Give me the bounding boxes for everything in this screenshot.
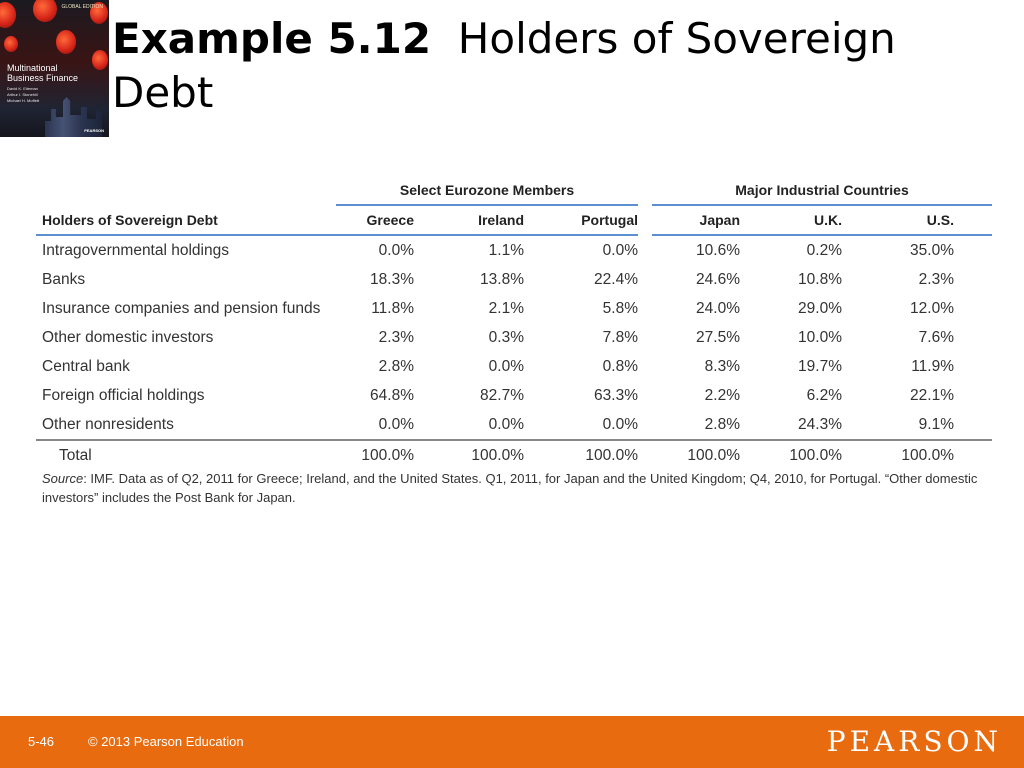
page-number: 5-46 <box>28 734 55 749</box>
cover-publisher: PEARSON <box>84 128 104 133</box>
cell-value: 0.0% <box>602 241 638 259</box>
cell-value: 5.8% <box>602 299 638 317</box>
cell-value: 13.8% <box>480 270 524 288</box>
cell-value: 2.3% <box>918 270 954 288</box>
table-group-header-row <box>36 168 992 205</box>
sovereign-debt-table <box>36 168 992 470</box>
cell-value: 0.2% <box>806 241 842 259</box>
cell-value: 0.0% <box>488 357 524 375</box>
cell-value: 27.5% <box>696 328 740 346</box>
cover-authors: David K. Eiteman Arthur I. Stonehill Michael H. Moffett <box>7 86 40 103</box>
lantern-graphic <box>33 0 57 22</box>
lantern-graphic <box>4 36 18 52</box>
lantern-graphic <box>56 30 76 54</box>
cell-value: 6.2% <box>806 386 842 404</box>
table-total-row <box>36 440 992 470</box>
cell-value: 24.6% <box>696 270 740 288</box>
cell-value: 7.6% <box>918 328 954 346</box>
row-label: Other domestic investors <box>42 328 214 346</box>
row-label: Central bank <box>42 357 130 375</box>
cell-value: 29.0% <box>798 299 842 317</box>
column-header-uk: U.K. <box>740 205 842 235</box>
cell-value: 0.0% <box>524 410 638 440</box>
cell-value: 10.6% <box>696 241 740 259</box>
cover-edition-label: GLOBAL EDITION <box>61 4 103 10</box>
column-header-ireland: Ireland <box>414 205 524 235</box>
cell-value: 2.2% <box>704 386 740 404</box>
cell-value: 10.8% <box>798 270 842 288</box>
cell-value: 63.3% <box>594 386 638 404</box>
cell-value: 18.3% <box>370 270 414 288</box>
table-row <box>36 235 992 265</box>
table-row <box>36 294 992 323</box>
cell-value: 2.8% <box>652 410 740 440</box>
cell-value: 0.0% <box>378 241 414 259</box>
source-text: : IMF. Data as of Q2, 2011 for Greece; Ireland, and the United States. Q1, 2011, for Japan and the United Kingdom; Q4, 2010, for Portugal. “Other domestic investors” includes the Post Bank for Japan. <box>42 471 978 505</box>
pearson-logo: PEARSON <box>826 725 1002 758</box>
cell-value: 24.0% <box>696 299 740 317</box>
cell-value: 35.0% <box>910 241 954 259</box>
footer-bar <box>0 716 1024 768</box>
table-row <box>36 352 992 381</box>
cell-value: 2.3% <box>378 328 414 346</box>
book-cover-image <box>0 0 109 137</box>
table-row <box>36 265 992 294</box>
total-value: 100.0% <box>901 446 954 464</box>
cell-value: 11.8% <box>371 299 414 317</box>
row-label: Intragovernmental holdings <box>42 241 229 259</box>
cell-value: 22.1% <box>910 386 954 404</box>
column-header-us: U.S. <box>842 205 954 235</box>
cell-value: 8.3% <box>704 357 740 375</box>
total-value: 100.0% <box>687 446 740 464</box>
total-value: 100.0% <box>789 446 842 464</box>
cell-value: 7.8% <box>602 328 638 346</box>
source-note <box>42 469 992 507</box>
row-header-label: Holders of Sovereign Debt <box>36 205 336 235</box>
cell-value: 11.9% <box>911 357 954 375</box>
table-row <box>36 410 992 440</box>
cell-value: 9.1% <box>842 410 954 440</box>
cell-value: 1.1% <box>488 241 524 259</box>
cell-value: 64.8% <box>370 386 414 404</box>
copyright-text: © 2013 Pearson Education <box>88 734 244 749</box>
column-header-greece: Greece <box>336 205 414 235</box>
slide-title <box>112 12 1002 120</box>
cell-value: 2.8% <box>378 357 414 375</box>
group-header-industrial: Major Industrial Countries <box>652 168 992 205</box>
lantern-graphic <box>92 50 108 70</box>
row-label: Banks <box>42 270 86 288</box>
example-title: Holders of Sovereign Debt <box>112 14 896 117</box>
total-value: 100.0% <box>361 446 414 464</box>
column-header-portugal: Portugal <box>524 205 638 235</box>
total-value: 100.0% <box>471 446 524 464</box>
lantern-graphic <box>0 2 16 28</box>
cell-value: 0.8% <box>602 357 638 375</box>
column-header-japan: Japan <box>652 205 740 235</box>
cell-value: 0.3% <box>488 328 524 346</box>
row-label: Other nonresidents <box>36 410 336 440</box>
cell-value: 0.0% <box>414 410 524 440</box>
cover-book-title: Multinational Business Finance <box>7 63 79 83</box>
total-label: Total <box>59 446 92 464</box>
cell-value: 10.0% <box>798 328 842 346</box>
cell-value: 2.1% <box>488 299 524 317</box>
cell-value: 82.7% <box>480 386 524 404</box>
row-label: Insurance companies and pension funds <box>42 299 321 317</box>
cell-value: 12.0% <box>910 299 954 317</box>
cell-value: 24.3% <box>740 410 842 440</box>
row-label: Foreign official holdings <box>42 386 205 404</box>
group-header-eurozone: Select Eurozone Members <box>336 168 638 205</box>
cell-value: 22.4% <box>594 270 638 288</box>
total-value: 100.0% <box>585 446 638 464</box>
example-number: Example 5.12 <box>112 14 432 63</box>
source-label: Source <box>42 471 84 486</box>
table-row <box>36 381 992 410</box>
cell-value: 19.7% <box>798 357 842 375</box>
table-header-row <box>36 205 992 235</box>
cell-value: 0.0% <box>336 410 414 440</box>
table-row <box>36 323 992 352</box>
